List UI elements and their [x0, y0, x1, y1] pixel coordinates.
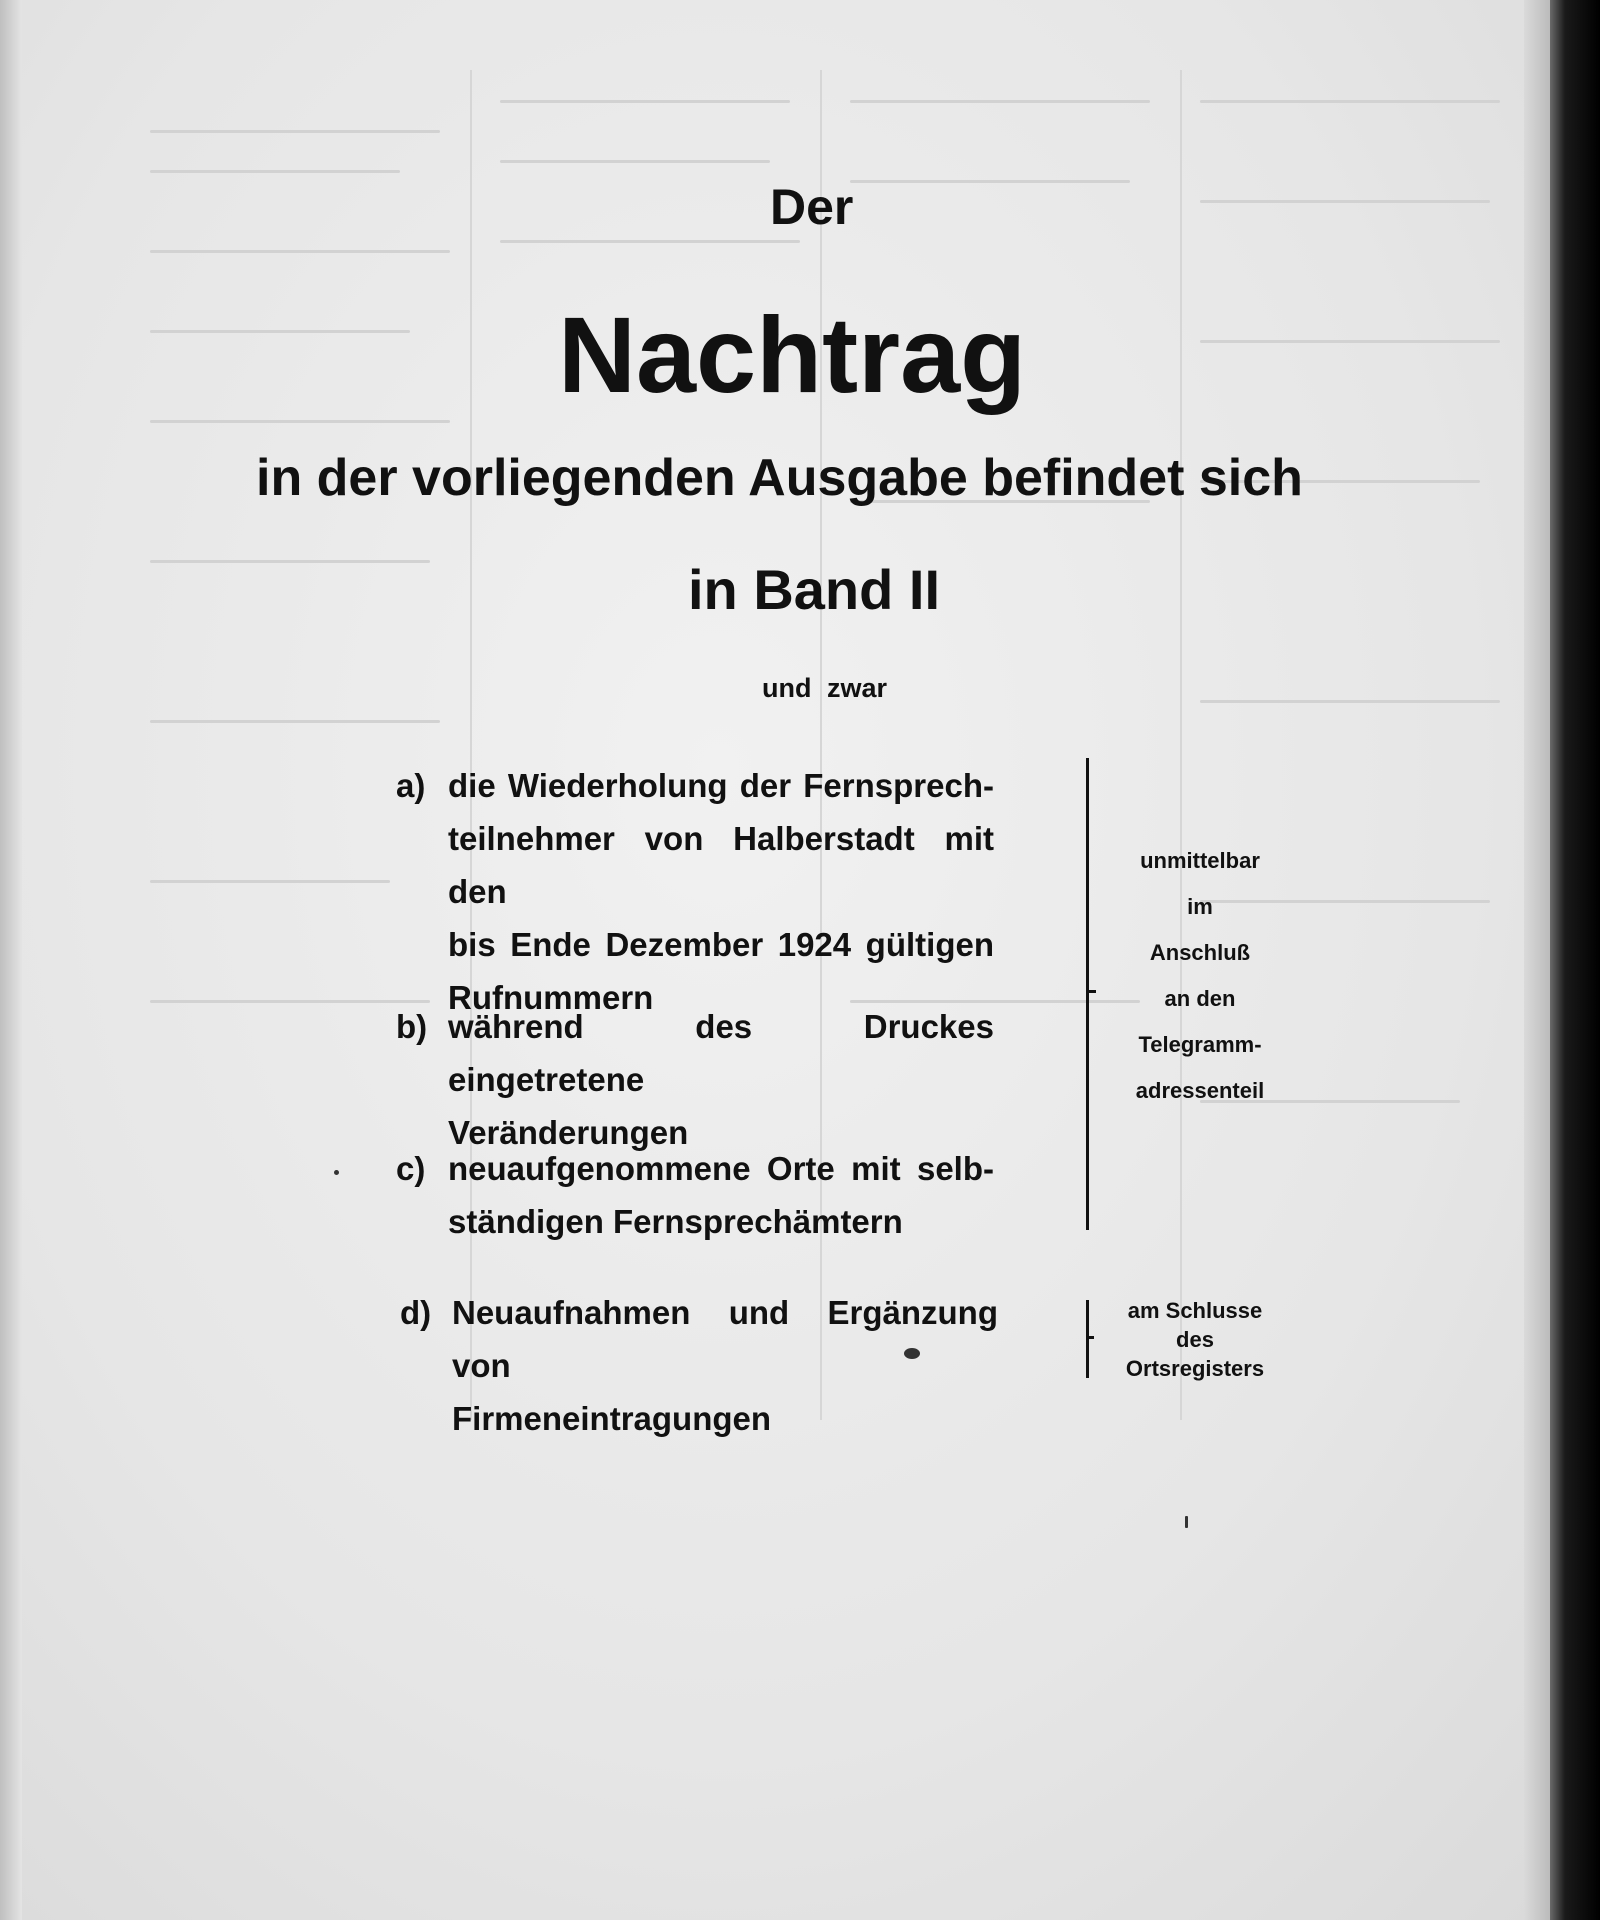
item-line: teilnehmer von Halberstadt mit den	[448, 820, 994, 910]
list-item-b	[396, 1000, 1046, 1151]
heading-band: in Band II	[688, 558, 940, 621]
item-line: Rufnummern	[448, 979, 654, 1016]
item-label: a)	[396, 767, 426, 804]
curly-brace-group-abc	[1072, 758, 1089, 1230]
item-label: b)	[396, 1008, 428, 1045]
book-spine-shadow	[1550, 0, 1600, 1920]
item-line: während des Druckes eingetretene	[448, 1008, 994, 1098]
group-d-location-note: am Schlusse des Ortsregisters	[1125, 1298, 1265, 1381]
curly-brace-group-d	[1076, 1300, 1089, 1378]
heading-und-zwar: und zwar	[762, 673, 888, 703]
group-abc-location-note: unmittelbar im Anschluß an den Telegramm- adressenteil	[1135, 848, 1265, 1103]
heading-der: Der	[770, 179, 854, 235]
list-item-a	[396, 759, 1046, 1016]
item-line: Veränderungen	[448, 1114, 689, 1151]
list-item-c	[396, 1142, 1046, 1248]
item-line: ständigen Fernsprechämtern	[448, 1203, 903, 1240]
ink-speck	[904, 1348, 920, 1359]
heading-nachtrag: Nachtrag	[558, 294, 1027, 415]
item-line: neuaufgenommene Orte mit selb-	[448, 1150, 994, 1187]
ink-speck	[334, 1170, 339, 1175]
item-label: c)	[396, 1150, 426, 1187]
item-label: d)	[400, 1294, 432, 1331]
item-line: die Wiederholung der Fernsprech-	[448, 767, 994, 804]
page-left-edge	[0, 0, 22, 1920]
page-right-margin	[1524, 0, 1550, 1920]
item-line: Firmeneintragungen	[452, 1400, 772, 1437]
item-line: Neuaufnahmen und Ergänzung von	[452, 1294, 998, 1384]
heading-location: in der vorliegenden Ausgabe befindet sich	[256, 449, 1303, 507]
list-item-d	[400, 1286, 1050, 1437]
ink-speck	[1185, 1516, 1188, 1528]
item-line: bis Ende Dezember 1924 gültigen	[448, 926, 994, 963]
